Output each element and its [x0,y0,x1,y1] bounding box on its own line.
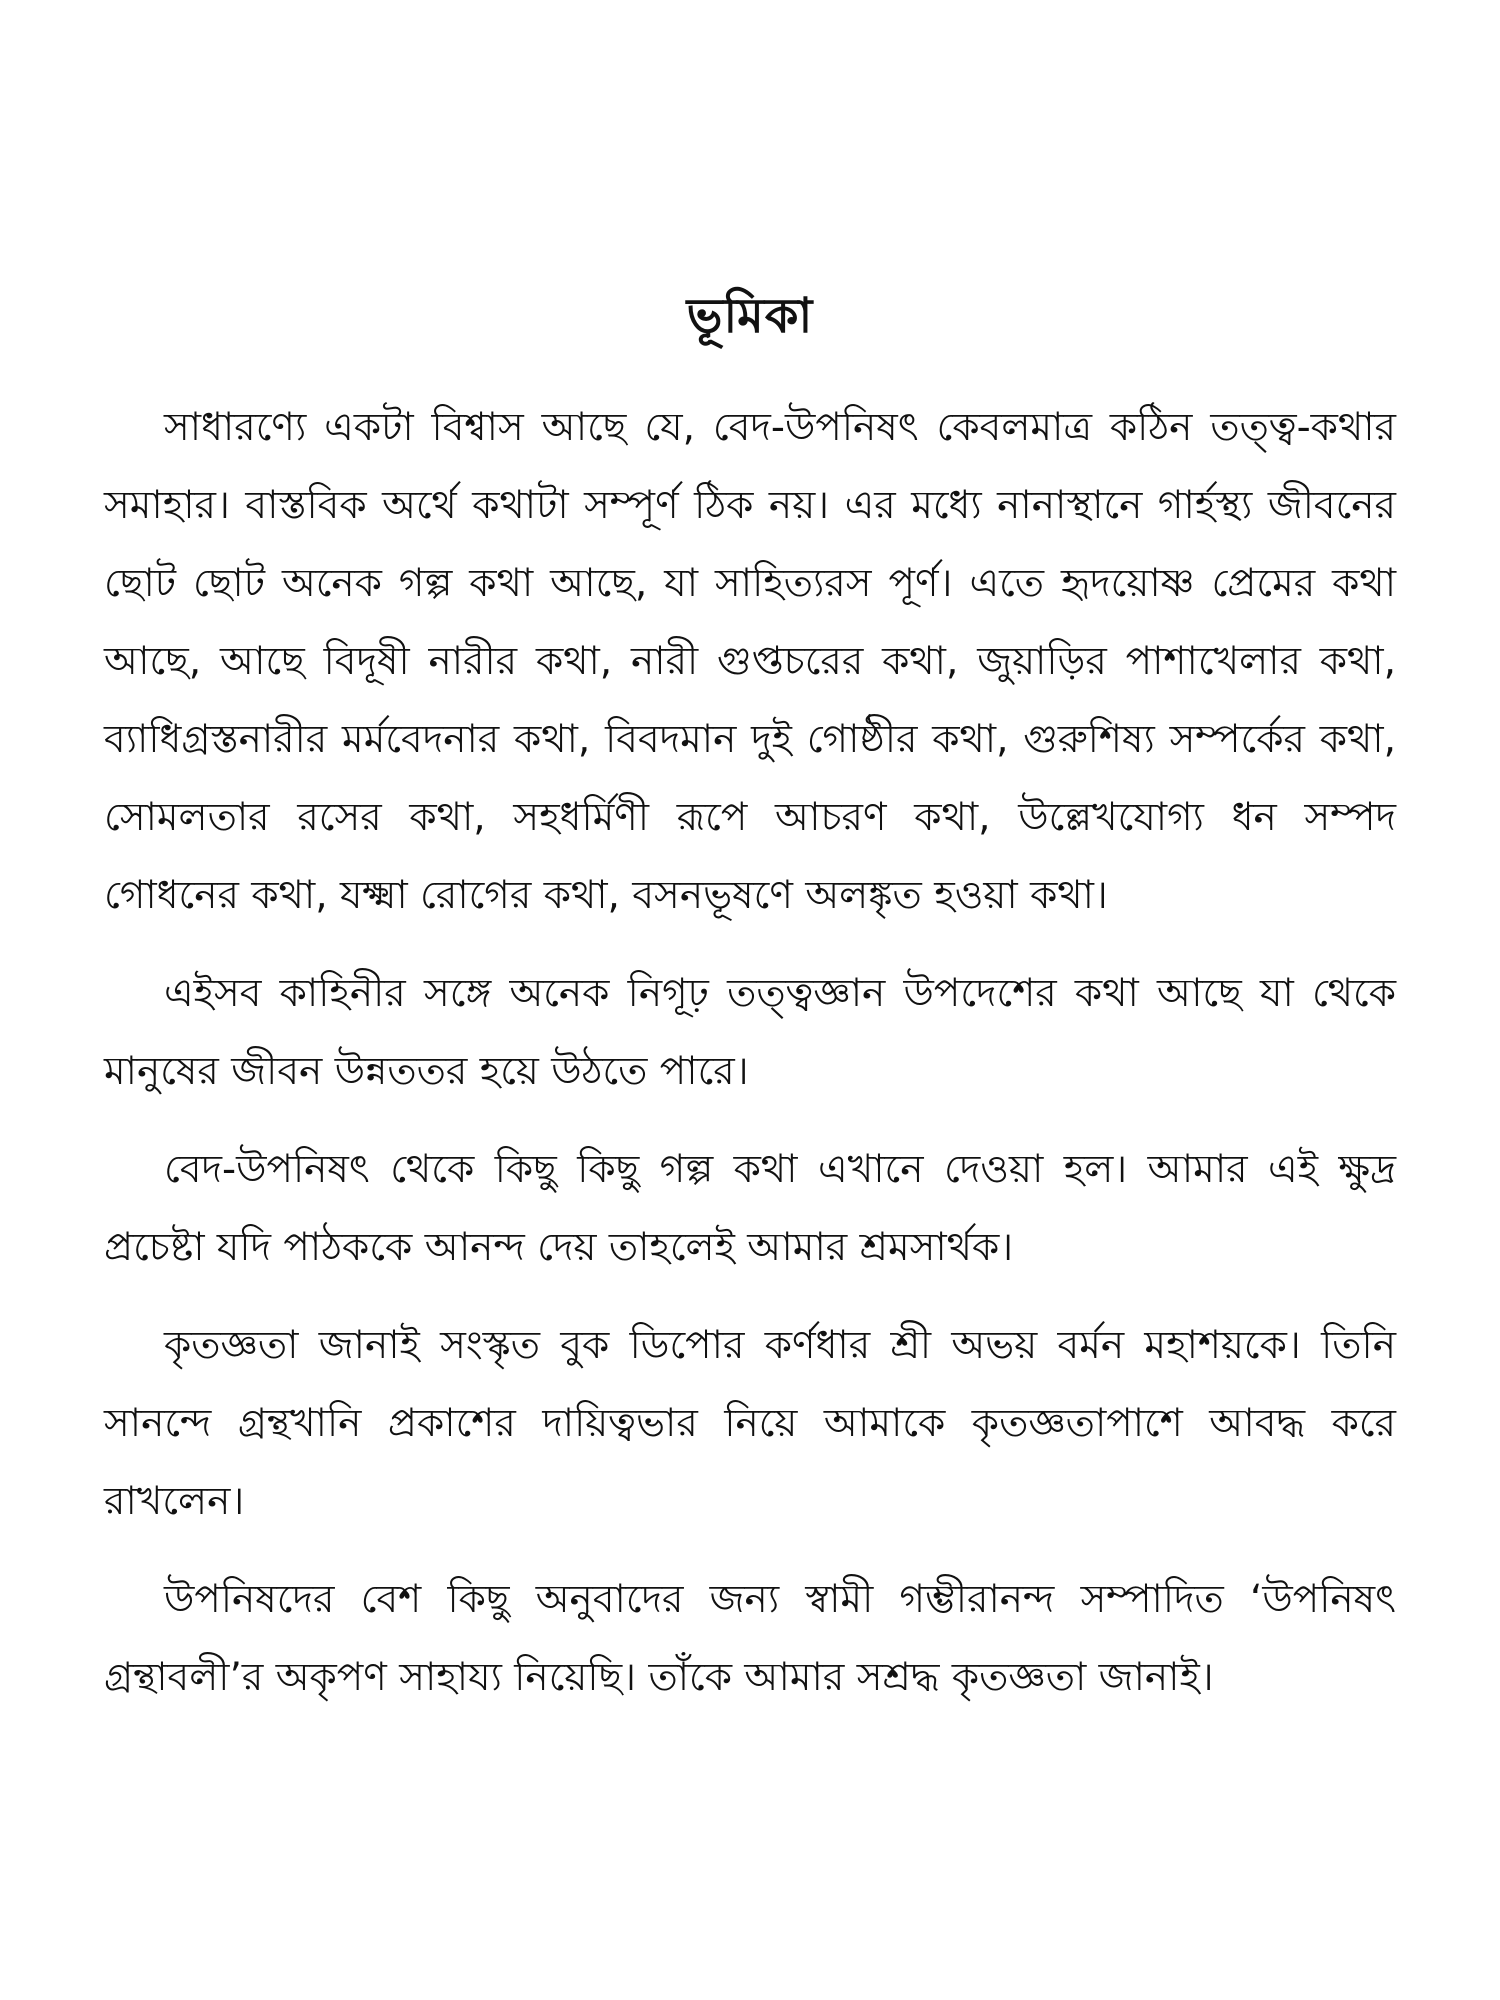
page-title: ভূমিকা [686,288,814,344]
paragraph: সাধারণ্যে একটা বিশ্বাস আছে যে, বেদ-উপনিষৎ কেবলমাত্র কঠিন তত্ত্ব-কথার সমাহার। বাস্তবিক অর্থে কথাটা সম্পূর্ণ ঠিক নয়। এর মধ্যে নানাস্থানে গার্হস্থ্য জীবনের ছোট ছোট অনেক গল্প কথা আছে, যা সাহিত্যরস পূর্ণ। এতে হৃদয়োষ্ণ প্রেমের কথা আছে, আছে বিদূষী নারীর কথা, নারী গুপ্তচরের কথা, জুয়াড়ির পাশাখেলার কথা, ব্যাধিগ্রস্তনারীর মর্মবেদনার কথা, বিবদমান দুই গোষ্ঠীর কথা, গুরুশিষ্য সম্পর্কের কথা, সোমলতার রসের কথা, সহধর্মিণী রূপে আচরণ কথা, উল্লেখযোগ্য ধন সম্পদ গোধনের কথা, যক্ষ্মা রোগের কথা, বসনভূষণে অলঙ্কৃত হওয়া কথা। [104,405,1396,918]
paragraph: উপনিষদের বেশ কিছু অনুবাদের জন্য স্বামী গম্ভীরানন্দ সম্পাদিত ‘উপনিষৎ গ্রন্থাবলী’র অকৃপণ সাহায্য নিয়েছি। তাঁকে আমার সশ্রদ্ধ কৃতজ্ঞতা জানাই। [104,1577,1396,1700]
page-content [104,280,1396,1737]
paragraph: এইসব কাহিনীর সঙ্গে অনেক নিগূঢ় তত্ত্বজ্ঞান উপদেশের কথা আছে যা থেকে মানুষের জীবন উন্নততর হয়ে উঠতে পারে। [104,971,1396,1094]
paragraph: কৃতজ্ঞতা জানাই সংস্কৃত বুক ডিপোর কর্ণধার শ্রী অভয় বর্মন মহাশয়কে। তিনি সানন্দে গ্রন্থখানি প্রকাশের দায়িত্বভার নিয়ে আমাকে কৃতজ্ঞতাপাশে আবদ্ধ করে রাখলেন। [104,1323,1396,1524]
paragraph: বেদ-উপনিষৎ থেকে কিছু কিছু গল্প কথা এখানে দেওয়া হল। আমার এই ক্ষুদ্র প্রচেষ্টা যদি পাঠককে আনন্দ দেয় তাহলেই আমার শ্রমসার্থক। [104,1147,1396,1270]
